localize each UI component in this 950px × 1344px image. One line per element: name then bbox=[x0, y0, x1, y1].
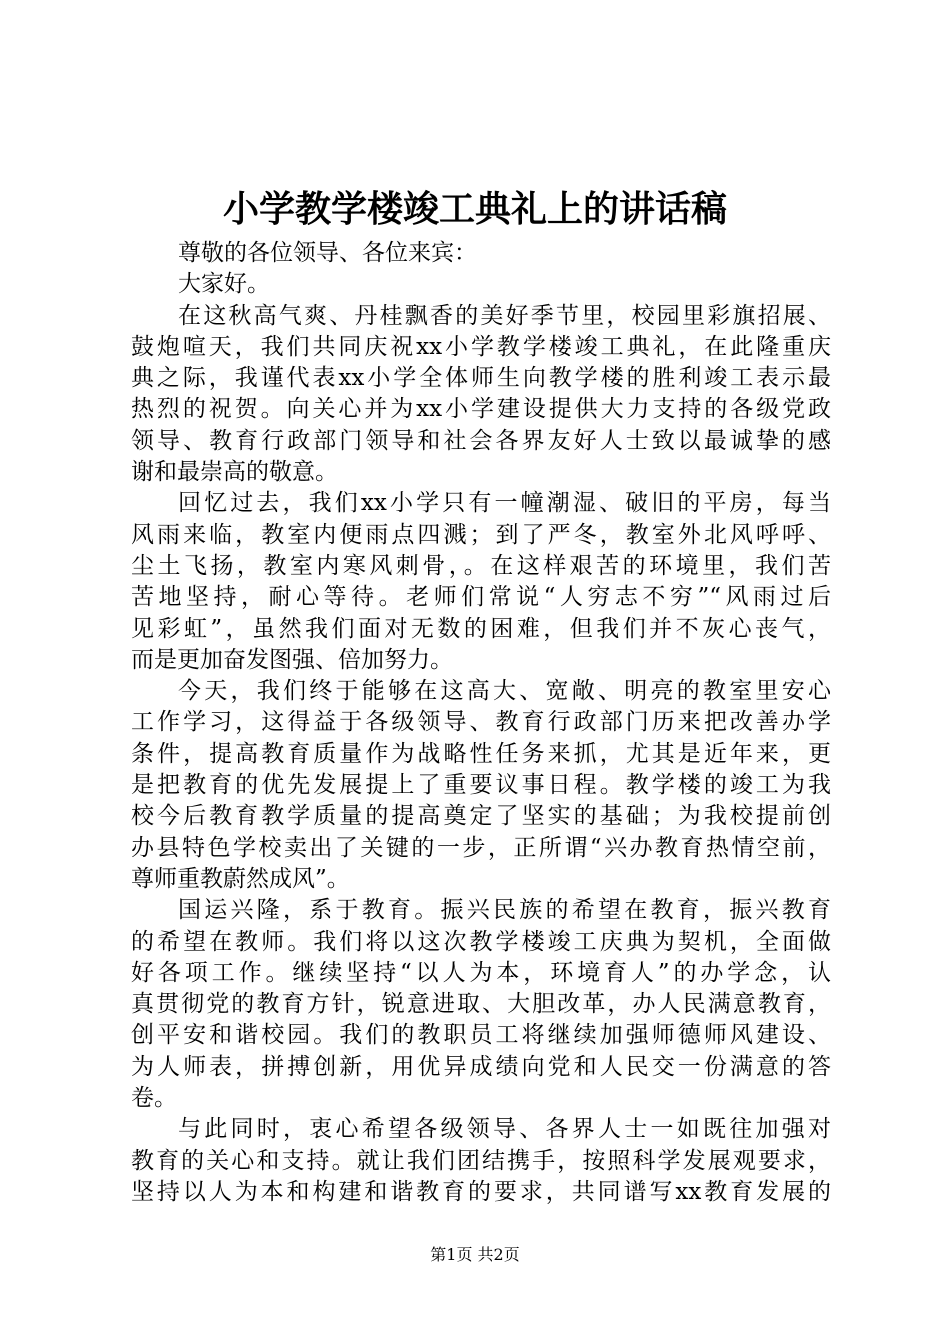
body-line: 苦地坚持，耐心等待。老师们常说“人穷志不穷”“风雨过后 bbox=[131, 584, 831, 611]
body-line: 真贯彻党的教育方针，锐意进取、大胆改革，办人民满意教育， bbox=[131, 991, 831, 1018]
body-line: 与此同时，衷心希望各级领导、各界人士一如既往加强对 bbox=[178, 1116, 831, 1143]
body-line: 谢和最崇高的敬意。 bbox=[131, 459, 338, 486]
body-line: 大家好。 bbox=[178, 271, 270, 298]
body-line: 典之际，我谨代表xx小学全体师生向教学楼的胜利竣工表示最 bbox=[131, 365, 831, 392]
body-line: 工作学习，这得益于各级领导、教育行政部门历来把改善办学 bbox=[131, 709, 831, 736]
body-line: 在这秋高气爽、丹桂飘香的美好季节里，校园里彩旗招展、 bbox=[178, 302, 831, 329]
body-line: 坚持以人为本和构建和谐教育的要求，共同谱写xx教育发展的 bbox=[131, 1178, 831, 1205]
body-line: 而是更加奋发图强、倍加努力。 bbox=[131, 646, 453, 673]
body-line: 好各项工作。继续坚持“以人为本，环境育人”的办学念，认 bbox=[131, 959, 831, 986]
body-line: 见彩虹”，虽然我们面对无数的困难，但我们并不灰心丧气， bbox=[131, 615, 831, 642]
body-line: 风雨来临，教室内便雨点四溅；到了严冬，教室外北风呼呼、 bbox=[131, 521, 831, 548]
body-line: 卷。 bbox=[131, 1085, 177, 1112]
document-title: 小学教学楼竣工典礼上的讲话稿 bbox=[222, 188, 727, 230]
document-body bbox=[131, 238, 831, 1208]
body-line: 回忆过去，我们xx小学只有一幢潮湿、破旧的平房，每当 bbox=[178, 490, 831, 517]
body-line: 领导、教育行政部门领导和社会各界友好人士致以最诚挚的感 bbox=[131, 427, 831, 454]
body-line: 尘土飞扬，教室内寒风刺骨，。在这样艰苦的环境里，我们苦 bbox=[131, 552, 831, 579]
body-line: 校今后教育教学质量的提高奠定了坚实的基础；为我校提前创 bbox=[131, 803, 831, 830]
body-line: 尊敬的各位领导、各位来宾： bbox=[178, 240, 477, 266]
body-line: 创平安和谐校园。我们的教职员工将继续加强师德师风建设、 bbox=[131, 1022, 831, 1049]
body-line: 的希望在教师。我们将以这次教学楼竣工庆典为契机，全面做 bbox=[131, 928, 831, 955]
body-line: 办县特色学校卖出了关键的一步，正所谓“兴办教育热情空前， bbox=[131, 834, 831, 861]
body-line: 是把教育的优先发展提上了重要议事日程。教学楼的竣工为我 bbox=[131, 772, 831, 799]
body-line: 国运兴隆，系于教育。振兴民族的希望在教育，振兴教育 bbox=[178, 897, 831, 924]
body-line: 为人师表，拼搏创新，用优异成绩向党和人民交一份满意的答 bbox=[131, 1053, 831, 1080]
body-line: 今天，我们终于能够在这高大、宽敞、明亮的教室里安心 bbox=[178, 678, 831, 705]
page-footer: 第1页 共2页 bbox=[430, 1245, 520, 1264]
body-line: 热烈的祝贺。向关心并为xx小学建设提供大力支持的各级党政 bbox=[131, 396, 831, 423]
body-line: 条件，提高教育质量作为战略性任务来抓，尤其是近年来，更 bbox=[131, 740, 831, 767]
body-line: 鼓炮喧天，我们共同庆祝xx小学教学楼竣工典礼，在此隆重庆 bbox=[131, 333, 831, 360]
body-line: 教育的关心和支持。就让我们团结携手，按照科学发展观要求， bbox=[131, 1147, 831, 1174]
body-line: 尊师重教蔚然成风”。 bbox=[131, 865, 350, 892]
